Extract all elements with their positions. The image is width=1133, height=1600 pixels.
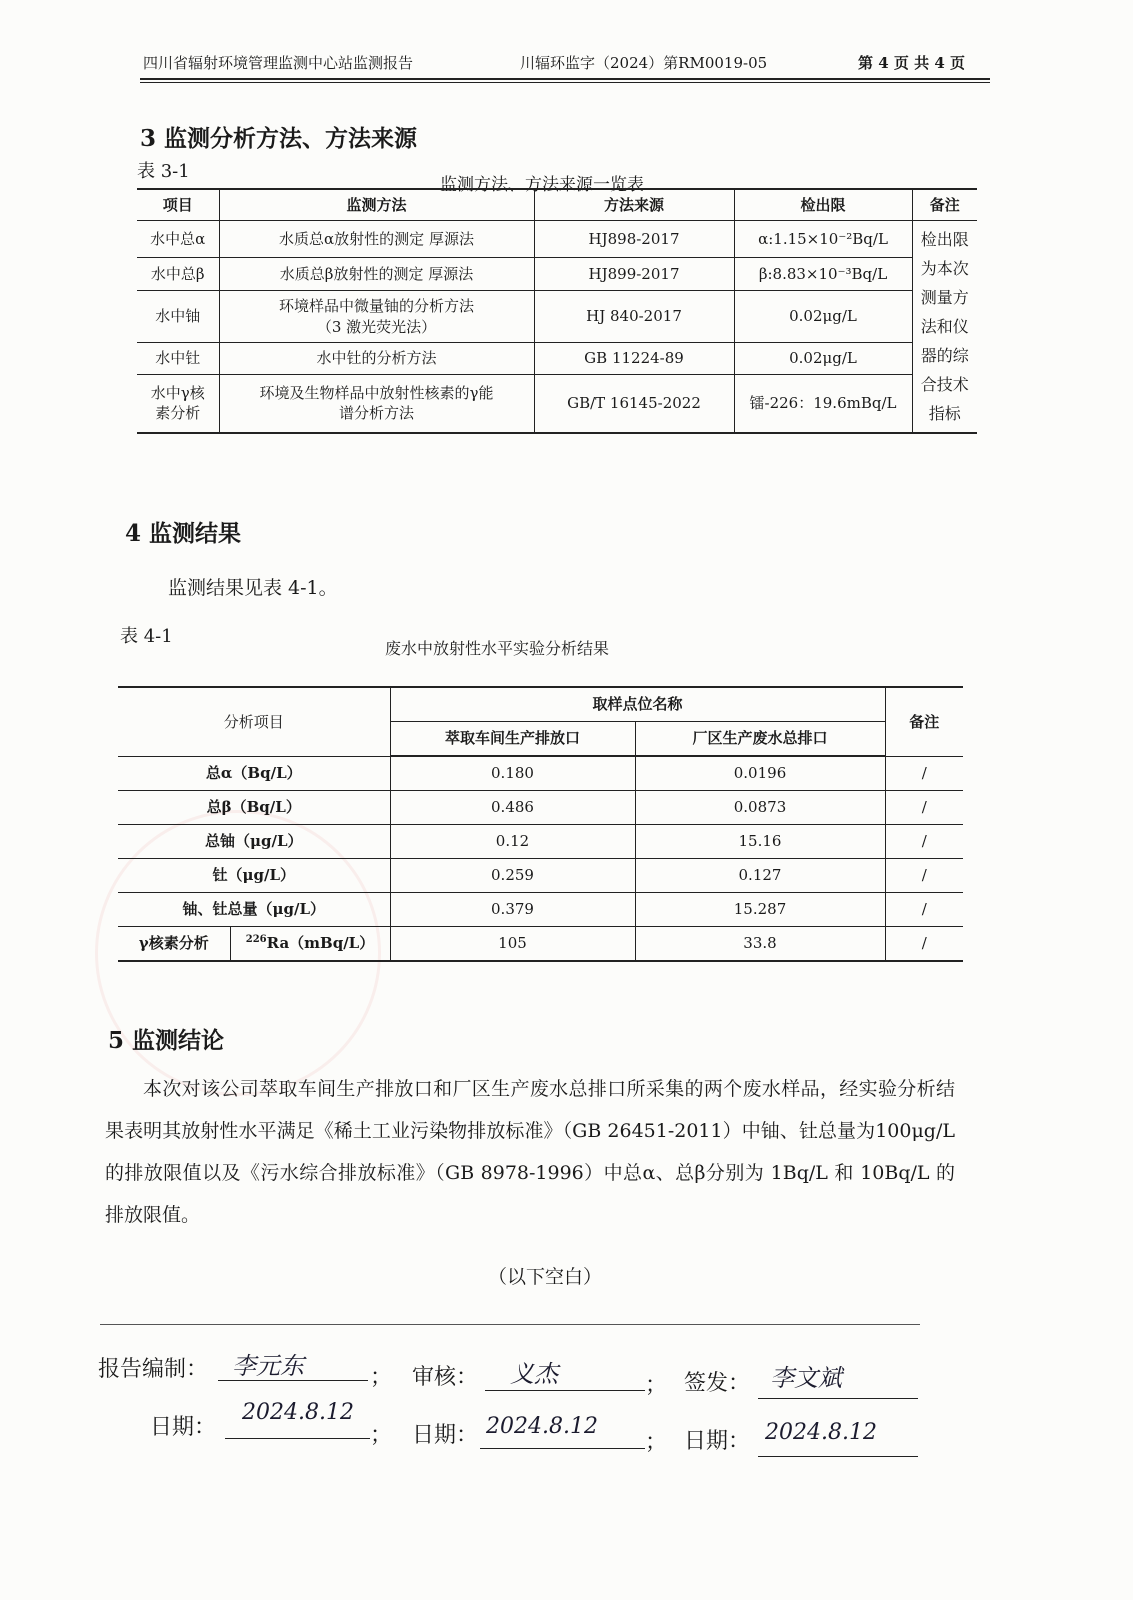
issue-label: 签发： (684, 1371, 751, 1396)
header-rule-thin (140, 82, 990, 83)
col-site2: 厂区生产废水总排口 (635, 722, 885, 757)
cell-item: 水中总α (137, 221, 219, 258)
remark-line: 法和仪 (920, 316, 969, 336)
col-site1: 萃取车间生产排放口 (390, 722, 635, 757)
header-rule (140, 78, 990, 80)
methods-table (137, 188, 977, 434)
cell-item: 总β（Bq/L） (118, 791, 390, 825)
conclusion-paragraph: 本次对该公司萃取车间生产排放口和厂区生产废水总排口所采集的两个废水样品，经实验分析结果表明其放射性水平满足《稀土工业污染物排放标准》（GB 26451-2011）中铀、钍总量为100μg/L 的排放限值以及《污水综合排放标准》（GB 8978-1996）中总α、总β分别为 1Bq/L 和 10Bq/L 的排放限值。 (105, 1078, 955, 1226)
cell-value: 15.16 (635, 825, 885, 859)
cell-source: HJ 840-2017 (534, 291, 734, 343)
date-line (225, 1438, 370, 1439)
table41-title: 废水中放射性水平实验分析结果 (385, 639, 610, 658)
cell-value: 0.379 (390, 893, 635, 927)
cell-remark (912, 221, 977, 433)
conclusion-text (105, 1068, 955, 1236)
issue-signature: 李文斌 (770, 1364, 842, 1392)
table-row (118, 927, 963, 962)
review-signature: 义杰 (510, 1360, 558, 1388)
remark-line: 合技术 (920, 374, 969, 394)
method-line: （3 激光荧光法） (316, 317, 437, 336)
section3-title: 3 监测分析方法、方法来源 (140, 125, 418, 152)
cell-item: 总α（Bq/L） (118, 756, 390, 791)
isotope-name: Ra（mBq/L） (266, 934, 375, 953)
table-row (137, 221, 977, 258)
cell-source: HJ898-2017 (534, 221, 734, 258)
compile-label: 报告编制： (98, 1357, 209, 1382)
remark-line: 器的综 (920, 345, 969, 365)
date-label: 日期： (150, 1415, 217, 1440)
sep: ； (645, 1373, 668, 1398)
issue-line (758, 1398, 918, 1399)
cell-method: 水中钍的分析方法 (219, 343, 534, 375)
col-analysis-item: 分析项目 (118, 687, 390, 756)
header-page: 第 4 页 共 4 页 (858, 54, 965, 72)
cell-value: 0.0873 (635, 791, 885, 825)
section5-title: 5 监测结论 (108, 1027, 225, 1054)
cell-source: GB/T 16145-2022 (534, 375, 734, 433)
date-label: 日期： (684, 1429, 751, 1454)
cell-item: 总铀（μg/L） (118, 825, 390, 859)
cell-value: 0.0196 (635, 756, 885, 791)
cell-value: 33.8 (635, 927, 885, 962)
cell-limit: 0.02μg/L (734, 343, 912, 375)
cell-remark: / (885, 825, 963, 859)
cell-value: 0.12 (390, 825, 635, 859)
col-sampling-site: 取样点位名称 (390, 687, 885, 722)
remark-line: 为本次 (920, 258, 969, 278)
cell-method (219, 291, 534, 343)
cell-item: 水中铀 (137, 291, 219, 343)
cell-value: 0.180 (390, 756, 635, 791)
table31-label: 表 3-1 (137, 161, 190, 182)
sep: ； (370, 1365, 393, 1390)
table41-label: 表 4-1 (120, 626, 173, 647)
cell-item: 水中钍 (137, 343, 219, 375)
date-label: 日期： (412, 1423, 479, 1448)
cell-limit: 镭-226：19.6mBq/L (734, 375, 912, 433)
table-row (118, 756, 963, 791)
cell-limit: 0.02μg/L (734, 291, 912, 343)
cell-limit: α:1.15×10⁻²Bq/L (734, 221, 912, 258)
section4-intro: 监测结果见表 4-1。 (168, 577, 338, 599)
date1: 2024.8.12 (242, 1400, 354, 1425)
sep: ； (645, 1430, 668, 1455)
col-remark: 备注 (912, 189, 977, 221)
table-header-row (137, 189, 977, 221)
col-limit: 检出限 (734, 189, 912, 221)
remark-line: 测量方 (920, 287, 969, 307)
method-line: 环境样品中微量铀的分析方法 (278, 297, 474, 316)
method-line: 环境及生物样品中放射性核素的γ能 (259, 384, 494, 402)
cell-value: 0.486 (390, 791, 635, 825)
cell-value: 105 (390, 927, 635, 962)
blank-note: （以下空白） (488, 1266, 603, 1288)
remark-line: 指标 (928, 403, 961, 423)
cell-remark: / (885, 893, 963, 927)
col-source: 方法来源 (534, 189, 734, 221)
cell-subitem (230, 927, 390, 962)
remark-line: 检出限 (920, 229, 969, 249)
isotope-mass: 226 (245, 934, 267, 946)
table-row (118, 825, 963, 859)
header-org: 四川省辐射环境管理监测中心站监测报告 (143, 54, 414, 72)
table-row (137, 258, 977, 291)
review-label: 审核： (412, 1365, 479, 1390)
section4-title: 4 监测结果 (125, 520, 242, 547)
cell-item: 水中总β (137, 258, 219, 291)
results-table (118, 686, 963, 962)
table-row (118, 893, 963, 927)
signature-divider (100, 1324, 920, 1325)
date3: 2024.8.12 (765, 1420, 877, 1445)
method-line: 谱分析方法 (338, 404, 414, 423)
cell-method (219, 375, 534, 433)
table-header-row (118, 687, 963, 722)
table-row (118, 859, 963, 893)
header-doc-no: 川辐环监字（2024）第RM0019-05 (520, 54, 768, 72)
cell-item: 铀、钍总量（μg/L） (118, 893, 390, 927)
compile-signature: 李元东 (232, 1352, 304, 1380)
cell-value: 0.259 (390, 859, 635, 893)
cell-method: 水质总β放射性的测定 厚源法 (219, 258, 534, 291)
cell-remark: / (885, 927, 963, 962)
item-line: 素分析 (155, 404, 201, 423)
cell-item (137, 375, 219, 433)
date2: 2024.8.12 (486, 1414, 598, 1439)
cell-value: 15.287 (635, 893, 885, 927)
table-row (137, 375, 977, 433)
review-line (485, 1390, 645, 1391)
cell-source: GB 11224-89 (534, 343, 734, 375)
cell-source: HJ899-2017 (534, 258, 734, 291)
cell-item: 钍（μg/L） (118, 859, 390, 893)
cell-value: 0.127 (635, 859, 885, 893)
cell-item: γ核素分析 (118, 927, 230, 962)
date-line (480, 1448, 645, 1449)
cell-method: 水质总α放射性的测定 厚源法 (219, 221, 534, 258)
cell-remark: / (885, 859, 963, 893)
table-row (137, 343, 977, 375)
table31-title: 监测方法、方法来源一览表 (440, 175, 644, 195)
date-line (758, 1456, 918, 1457)
item-line: 水中γ核 (150, 384, 205, 402)
cell-limit: β:8.83×10⁻³Bq/L (734, 258, 912, 291)
sep: ； (370, 1423, 393, 1448)
col-method: 监测方法 (219, 189, 534, 221)
table-row (118, 791, 963, 825)
cell-remark: / (885, 756, 963, 791)
table-row (137, 291, 977, 343)
col-item: 项目 (137, 189, 219, 221)
col-remark: 备注 (885, 687, 963, 756)
cell-remark: / (885, 791, 963, 825)
